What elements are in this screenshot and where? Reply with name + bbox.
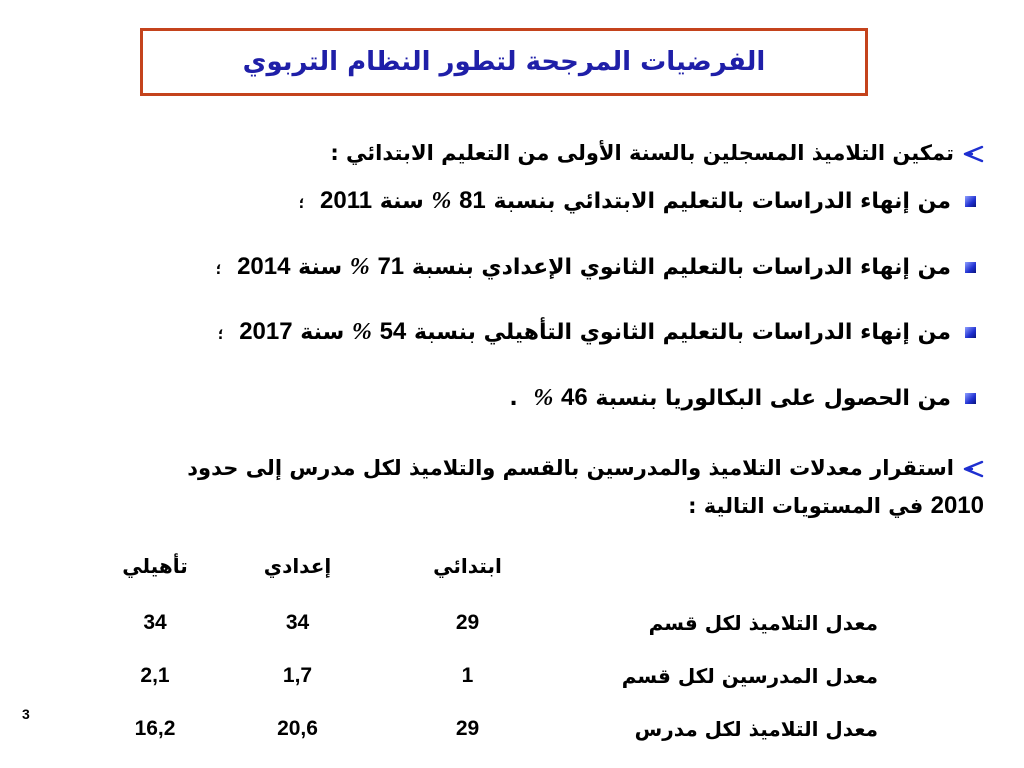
column-header: تأهيلي <box>122 554 188 578</box>
title-box <box>140 28 868 96</box>
sub-item-end: . <box>509 386 518 411</box>
row-label: معدل التلاميذ لكل قسم <box>648 610 878 635</box>
table-cell: 16,2 <box>134 716 176 740</box>
year-label: سنة <box>300 320 345 345</box>
sub-item-year: 2014 <box>237 253 291 280</box>
sub-item-end: ؛ <box>217 327 224 343</box>
bullet-2-line-2 <box>134 490 984 522</box>
bullet-1 <box>330 139 984 167</box>
table-cell: 1 <box>461 663 474 687</box>
year-label: سنة <box>298 255 343 280</box>
bullet-2-year: 2010 <box>930 492 984 519</box>
table-cell: 29 <box>455 610 480 634</box>
year-label: سنة <box>379 189 424 214</box>
blue-square-bullet-icon <box>965 327 976 338</box>
sub-item-text: من إنهاء الدراسات بالتعليم الابتدائي بنسبة <box>493 189 951 214</box>
sub-item-value: 46 <box>561 384 588 411</box>
sub-item-end: ؛ <box>215 262 222 278</box>
table-cell: 34 <box>285 610 310 634</box>
sub-item-year: 2011 <box>320 187 373 214</box>
sub-item-value: 54 <box>379 318 407 345</box>
arrowhead-bullet-icon <box>962 458 984 480</box>
bullet-2 <box>134 452 984 522</box>
table-cell: 2,1 <box>140 663 170 687</box>
percent-sign: % <box>533 385 554 411</box>
blue-square-bullet-icon <box>965 393 976 404</box>
percent-sign: % <box>349 254 370 280</box>
slide-title: الفرضيات المرجحة لتطور النظام التربوي <box>242 47 766 77</box>
arrowhead-bullet-icon <box>962 143 984 165</box>
table-cell: 34 <box>143 610 167 634</box>
page-number: 3 <box>22 706 30 722</box>
table-row <box>100 649 880 702</box>
sub-item-end: ؛ <box>298 196 305 212</box>
table-cell: 1,7 <box>282 663 313 687</box>
table-row <box>100 596 880 649</box>
sub-item-year: 2017 <box>239 318 293 345</box>
empty-header-cell <box>550 552 880 596</box>
sub-item-4 <box>509 383 984 414</box>
ratios-table <box>100 552 880 755</box>
table-cell: 29 <box>455 716 480 740</box>
row-label: معدل المدرسين لكل قسم <box>621 663 878 688</box>
sub-item-text: من إنهاء الدراسات بالتعليم الثانوي التأهيلي بنسبة <box>413 320 951 345</box>
sub-item-text: من الحصول على البكالوريا بنسبة <box>595 386 951 411</box>
row-label: معدل التلاميذ لكل مدرس <box>634 716 878 741</box>
bullet-2-text-cont: في المستويات التالية : <box>688 494 924 518</box>
bullet-2-text: استقرار معدلات التلاميذ والمدرسين بالقسم والتلاميذ لكل مدرس إلى حدود <box>187 456 954 480</box>
sub-item-2 <box>216 252 984 285</box>
sub-item-value: 81 <box>459 187 486 214</box>
blue-square-bullet-icon <box>965 196 976 207</box>
sub-item-3 <box>218 317 984 350</box>
blue-square-bullet-icon <box>965 262 976 273</box>
table-row <box>100 702 880 755</box>
bullet-1-text: تمكين التلاميذ المسجلين بالسنة الأولى من التعليم الابتدائي : <box>330 141 954 165</box>
table-cell: 20,6 <box>277 716 318 740</box>
sub-item-text: من إنهاء الدراسات بالتعليم الثانوي الإعدادي بنسبة <box>411 255 951 280</box>
column-header: ابتدائي <box>433 554 502 578</box>
sub-item-value: 71 <box>377 253 405 280</box>
bullet-2-line-1 <box>134 452 984 484</box>
sub-item-1 <box>299 186 984 219</box>
column-header: إعدادي <box>263 554 332 578</box>
percent-sign: % <box>351 319 372 345</box>
percent-sign: % <box>431 188 452 214</box>
table-header-row <box>100 552 880 596</box>
